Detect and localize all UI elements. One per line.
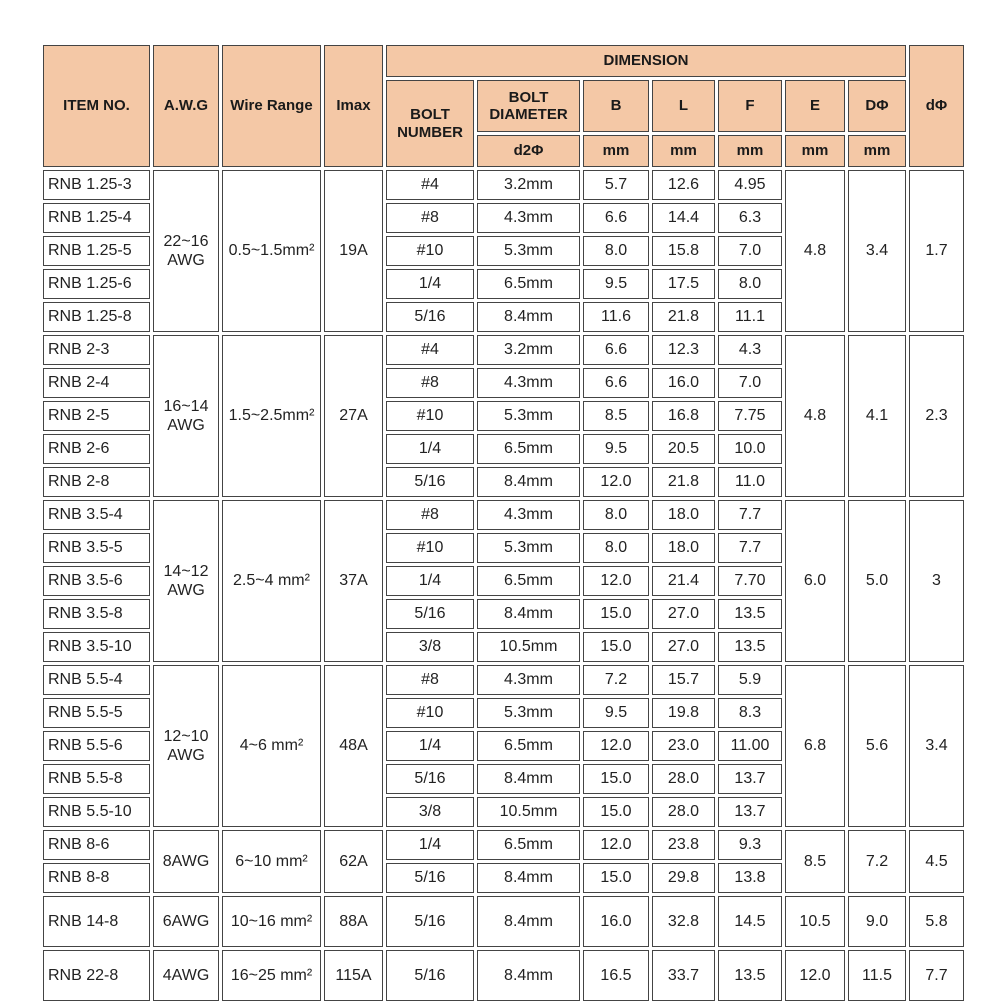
table-header xyxy=(43,45,964,167)
bolt-diameter-cell: 8.4mm xyxy=(477,863,580,893)
item-no-cell: RNB 8-6 xyxy=(43,830,150,860)
item-no-cell: RNB 5.5-4 xyxy=(43,665,150,695)
item-no-cell: RNB 5.5-8 xyxy=(43,764,150,794)
bolt-diameter-cell: 8.4mm xyxy=(477,764,580,794)
dimension-b-cell: 12.0 xyxy=(583,566,649,596)
dimension-e-cell: 4.8 xyxy=(785,170,845,332)
item-no-cell: RNB 1.25-8 xyxy=(43,302,150,332)
header-unit-f: mm xyxy=(718,135,782,167)
bolt-number-cell: #8 xyxy=(386,368,474,398)
dimension-l-cell: 21.4 xyxy=(652,566,715,596)
dimension-l-cell: 29.8 xyxy=(652,863,715,893)
bolt-number-cell: 3/8 xyxy=(386,632,474,662)
small-d-phi-cell: 3.4 xyxy=(909,665,964,827)
header-b: B xyxy=(583,80,649,132)
bolt-diameter-cell: 5.3mm xyxy=(477,401,580,431)
dimension-b-cell: 9.5 xyxy=(583,269,649,299)
wire-range-cell: 2.5~4 mm² xyxy=(222,500,321,662)
dimension-f-cell: 13.8 xyxy=(718,863,782,893)
dimension-b-cell: 6.6 xyxy=(583,335,649,365)
header-dimension: DIMENSION xyxy=(386,45,906,77)
bolt-number-cell: 3/8 xyxy=(386,797,474,827)
dimension-b-cell: 15.0 xyxy=(583,797,649,827)
item-no-cell: RNB 2-4 xyxy=(43,368,150,398)
wire-range-cell: 16~25 mm² xyxy=(222,950,321,1001)
dimension-f-cell: 6.3 xyxy=(718,203,782,233)
bolt-number-cell: 5/16 xyxy=(386,599,474,629)
bolt-diameter-cell: 8.4mm xyxy=(477,950,580,1001)
dimension-b-cell: 9.5 xyxy=(583,698,649,728)
awg-cell: 4AWG xyxy=(153,950,219,1001)
table-row xyxy=(43,950,964,1001)
wire-range-cell: 10~16 mm² xyxy=(222,896,321,947)
dimension-e-cell: 10.5 xyxy=(785,896,845,947)
awg-cell: 6AWG xyxy=(153,896,219,947)
table-row xyxy=(43,335,964,365)
small-d-phi-cell: 1.7 xyxy=(909,170,964,332)
item-no-cell: RNB 1.25-4 xyxy=(43,203,150,233)
dimension-e-cell: 6.8 xyxy=(785,665,845,827)
dimension-f-cell: 5.9 xyxy=(718,665,782,695)
bolt-number-cell: 5/16 xyxy=(386,863,474,893)
dimension-b-cell: 6.6 xyxy=(583,203,649,233)
dimension-f-cell: 8.0 xyxy=(718,269,782,299)
dimension-l-cell: 23.0 xyxy=(652,731,715,761)
bolt-number-cell: 1/4 xyxy=(386,731,474,761)
dimension-e-cell: 12.0 xyxy=(785,950,845,1001)
dimension-l-cell: 27.0 xyxy=(652,599,715,629)
bolt-diameter-cell: 10.5mm xyxy=(477,632,580,662)
dimension-l-cell: 32.8 xyxy=(652,896,715,947)
dimension-l-cell: 16.0 xyxy=(652,368,715,398)
dimension-b-cell: 15.0 xyxy=(583,764,649,794)
header-bolt-diameter: BOLT DIAMETER xyxy=(477,80,580,132)
header-unit-d: mm xyxy=(848,135,906,167)
imax-cell: 115A xyxy=(324,950,383,1001)
spec-table xyxy=(40,42,967,1004)
bolt-number-cell: 1/4 xyxy=(386,566,474,596)
dimension-cap-d-phi-cell: 5.6 xyxy=(848,665,906,827)
item-no-cell: RNB 2-6 xyxy=(43,434,150,464)
bolt-number-cell: #4 xyxy=(386,335,474,365)
dimension-f-cell: 7.7 xyxy=(718,500,782,530)
dimension-b-cell: 15.0 xyxy=(583,863,649,893)
awg-cell: 14~12 AWG xyxy=(153,500,219,662)
bolt-diameter-cell: 8.4mm xyxy=(477,599,580,629)
header-unit-l: mm xyxy=(652,135,715,167)
dimension-b-cell: 6.6 xyxy=(583,368,649,398)
wire-range-cell: 0.5~1.5mm² xyxy=(222,170,321,332)
header-f: F xyxy=(718,80,782,132)
bolt-number-cell: 1/4 xyxy=(386,269,474,299)
bolt-diameter-cell: 3.2mm xyxy=(477,335,580,365)
item-no-cell: RNB 14-8 xyxy=(43,896,150,947)
header-wire-range: Wire Range xyxy=(222,45,321,167)
bolt-number-cell: 5/16 xyxy=(386,302,474,332)
item-no-cell: RNB 1.25-6 xyxy=(43,269,150,299)
dimension-b-cell: 16.5 xyxy=(583,950,649,1001)
bolt-diameter-cell: 4.3mm xyxy=(477,665,580,695)
item-no-cell: RNB 2-3 xyxy=(43,335,150,365)
dimension-l-cell: 28.0 xyxy=(652,797,715,827)
dimension-f-cell: 8.3 xyxy=(718,698,782,728)
dimension-f-cell: 13.5 xyxy=(718,632,782,662)
dimension-e-cell: 6.0 xyxy=(785,500,845,662)
dimension-f-cell: 9.3 xyxy=(718,830,782,860)
header-l: L xyxy=(652,80,715,132)
table-row xyxy=(43,665,964,695)
bolt-number-cell: #10 xyxy=(386,533,474,563)
dimension-b-cell: 12.0 xyxy=(583,830,649,860)
item-no-cell: RNB 8-8 xyxy=(43,863,150,893)
bolt-number-cell: 5/16 xyxy=(386,467,474,497)
dimension-e-cell: 8.5 xyxy=(785,830,845,893)
header-imax: Imax xyxy=(324,45,383,167)
wire-range-cell: 6~10 mm² xyxy=(222,830,321,893)
table-row xyxy=(43,500,964,530)
dimension-l-cell: 27.0 xyxy=(652,632,715,662)
dimension-f-cell: 13.5 xyxy=(718,599,782,629)
bolt-diameter-cell: 6.5mm xyxy=(477,566,580,596)
dimension-l-cell: 12.3 xyxy=(652,335,715,365)
dimension-f-cell: 7.7 xyxy=(718,533,782,563)
bolt-diameter-cell: 8.4mm xyxy=(477,896,580,947)
dimension-b-cell: 15.0 xyxy=(583,632,649,662)
bolt-diameter-cell: 3.2mm xyxy=(477,170,580,200)
header-bolt-number: BOLT NUMBER xyxy=(386,80,474,167)
table-body xyxy=(43,170,964,1001)
dimension-f-cell: 14.5 xyxy=(718,896,782,947)
bolt-number-cell: 1/4 xyxy=(386,830,474,860)
table-row xyxy=(43,170,964,200)
small-d-phi-cell: 3 xyxy=(909,500,964,662)
item-no-cell: RNB 3.5-5 xyxy=(43,533,150,563)
table-row xyxy=(43,896,964,947)
dimension-l-cell: 23.8 xyxy=(652,830,715,860)
dimension-f-cell: 13.7 xyxy=(718,797,782,827)
dimension-b-cell: 16.0 xyxy=(583,896,649,947)
imax-cell: 19A xyxy=(324,170,383,332)
dimension-l-cell: 14.4 xyxy=(652,203,715,233)
header-e: E xyxy=(785,80,845,132)
bolt-number-cell: #10 xyxy=(386,236,474,266)
dimension-l-cell: 21.8 xyxy=(652,467,715,497)
item-no-cell: RNB 3.5-6 xyxy=(43,566,150,596)
bolt-number-cell: #8 xyxy=(386,665,474,695)
header-small-d-phi: dΦ xyxy=(909,45,964,167)
dimension-cap-d-phi-cell: 5.0 xyxy=(848,500,906,662)
dimension-b-cell: 8.5 xyxy=(583,401,649,431)
dimension-l-cell: 16.8 xyxy=(652,401,715,431)
dimension-l-cell: 28.0 xyxy=(652,764,715,794)
dimension-f-cell: 7.70 xyxy=(718,566,782,596)
bolt-number-cell: #4 xyxy=(386,170,474,200)
item-no-cell: RNB 2-5 xyxy=(43,401,150,431)
dimension-b-cell: 15.0 xyxy=(583,599,649,629)
dimension-l-cell: 18.0 xyxy=(652,533,715,563)
dimension-cap-d-phi-cell: 9.0 xyxy=(848,896,906,947)
dimension-b-cell: 11.6 xyxy=(583,302,649,332)
header-unit-e: mm xyxy=(785,135,845,167)
dimension-b-cell: 8.0 xyxy=(583,533,649,563)
dimension-l-cell: 15.7 xyxy=(652,665,715,695)
bolt-diameter-cell: 6.5mm xyxy=(477,434,580,464)
dimension-b-cell: 5.7 xyxy=(583,170,649,200)
item-no-cell: RNB 5.5-5 xyxy=(43,698,150,728)
dimension-f-cell: 13.5 xyxy=(718,950,782,1001)
table-row xyxy=(43,830,964,860)
item-no-cell: RNB 5.5-10 xyxy=(43,797,150,827)
imax-cell: 37A xyxy=(324,500,383,662)
bolt-diameter-cell: 4.3mm xyxy=(477,500,580,530)
dimension-l-cell: 18.0 xyxy=(652,500,715,530)
imax-cell: 27A xyxy=(324,335,383,497)
small-d-phi-cell: 2.3 xyxy=(909,335,964,497)
header-cap-d-phi: DΦ xyxy=(848,80,906,132)
bolt-number-cell: 1/4 xyxy=(386,434,474,464)
dimension-l-cell: 20.5 xyxy=(652,434,715,464)
small-d-phi-cell: 5.8 xyxy=(909,896,964,947)
item-no-cell: RNB 1.25-3 xyxy=(43,170,150,200)
dimension-b-cell: 12.0 xyxy=(583,467,649,497)
dimension-f-cell: 7.75 xyxy=(718,401,782,431)
item-no-cell: RNB 2-8 xyxy=(43,467,150,497)
wire-range-cell: 1.5~2.5mm² xyxy=(222,335,321,497)
header-unit-b: mm xyxy=(583,135,649,167)
imax-cell: 48A xyxy=(324,665,383,827)
dimension-f-cell: 7.0 xyxy=(718,236,782,266)
dimension-cap-d-phi-cell: 4.1 xyxy=(848,335,906,497)
item-no-cell: RNB 3.5-10 xyxy=(43,632,150,662)
item-no-cell: RNB 3.5-8 xyxy=(43,599,150,629)
wire-range-cell: 4~6 mm² xyxy=(222,665,321,827)
dimension-l-cell: 33.7 xyxy=(652,950,715,1001)
imax-cell: 88A xyxy=(324,896,383,947)
bolt-number-cell: 5/16 xyxy=(386,950,474,1001)
awg-cell: 12~10 AWG xyxy=(153,665,219,827)
dimension-b-cell: 9.5 xyxy=(583,434,649,464)
item-no-cell: RNB 1.25-5 xyxy=(43,236,150,266)
bolt-diameter-cell: 5.3mm xyxy=(477,236,580,266)
dimension-l-cell: 19.8 xyxy=(652,698,715,728)
bolt-number-cell: 5/16 xyxy=(386,896,474,947)
dimension-f-cell: 13.7 xyxy=(718,764,782,794)
awg-cell: 22~16 AWG xyxy=(153,170,219,332)
awg-cell: 16~14 AWG xyxy=(153,335,219,497)
dimension-b-cell: 7.2 xyxy=(583,665,649,695)
bolt-diameter-cell: 5.3mm xyxy=(477,533,580,563)
dimension-f-cell: 4.95 xyxy=(718,170,782,200)
dimension-l-cell: 17.5 xyxy=(652,269,715,299)
bolt-diameter-cell: 8.4mm xyxy=(477,467,580,497)
item-no-cell: RNB 22-8 xyxy=(43,950,150,1001)
bolt-diameter-cell: 5.3mm xyxy=(477,698,580,728)
dimension-l-cell: 15.8 xyxy=(652,236,715,266)
dimension-f-cell: 11.0 xyxy=(718,467,782,497)
bolt-number-cell: 5/16 xyxy=(386,764,474,794)
header-item-no: ITEM NO. xyxy=(43,45,150,167)
dimension-f-cell: 11.1 xyxy=(718,302,782,332)
small-d-phi-cell: 4.5 xyxy=(909,830,964,893)
dimension-f-cell: 7.0 xyxy=(718,368,782,398)
dimension-b-cell: 12.0 xyxy=(583,731,649,761)
bolt-diameter-cell: 6.5mm xyxy=(477,269,580,299)
dimension-l-cell: 12.6 xyxy=(652,170,715,200)
dimension-b-cell: 8.0 xyxy=(583,236,649,266)
dimension-f-cell: 4.3 xyxy=(718,335,782,365)
dimension-cap-d-phi-cell: 7.2 xyxy=(848,830,906,893)
bolt-diameter-cell: 6.5mm xyxy=(477,830,580,860)
item-no-cell: RNB 5.5-6 xyxy=(43,731,150,761)
bolt-number-cell: #10 xyxy=(386,698,474,728)
bolt-number-cell: #8 xyxy=(386,203,474,233)
bolt-diameter-cell: 10.5mm xyxy=(477,797,580,827)
dimension-l-cell: 21.8 xyxy=(652,302,715,332)
bolt-diameter-cell: 6.5mm xyxy=(477,731,580,761)
bolt-diameter-cell: 4.3mm xyxy=(477,203,580,233)
header-awg: A.W.G xyxy=(153,45,219,167)
bolt-diameter-cell: 4.3mm xyxy=(477,368,580,398)
bolt-number-cell: #10 xyxy=(386,401,474,431)
imax-cell: 62A xyxy=(324,830,383,893)
awg-cell: 8AWG xyxy=(153,830,219,893)
dimension-cap-d-phi-cell: 3.4 xyxy=(848,170,906,332)
bolt-diameter-cell: 8.4mm xyxy=(477,302,580,332)
dimension-f-cell: 10.0 xyxy=(718,434,782,464)
dimension-e-cell: 4.8 xyxy=(785,335,845,497)
item-no-cell: RNB 3.5-4 xyxy=(43,500,150,530)
dimension-f-cell: 11.00 xyxy=(718,731,782,761)
header-d2-phi: d2Φ xyxy=(477,135,580,167)
bolt-number-cell: #8 xyxy=(386,500,474,530)
dimension-b-cell: 8.0 xyxy=(583,500,649,530)
small-d-phi-cell: 7.7 xyxy=(909,950,964,1001)
dimension-cap-d-phi-cell: 11.5 xyxy=(848,950,906,1001)
